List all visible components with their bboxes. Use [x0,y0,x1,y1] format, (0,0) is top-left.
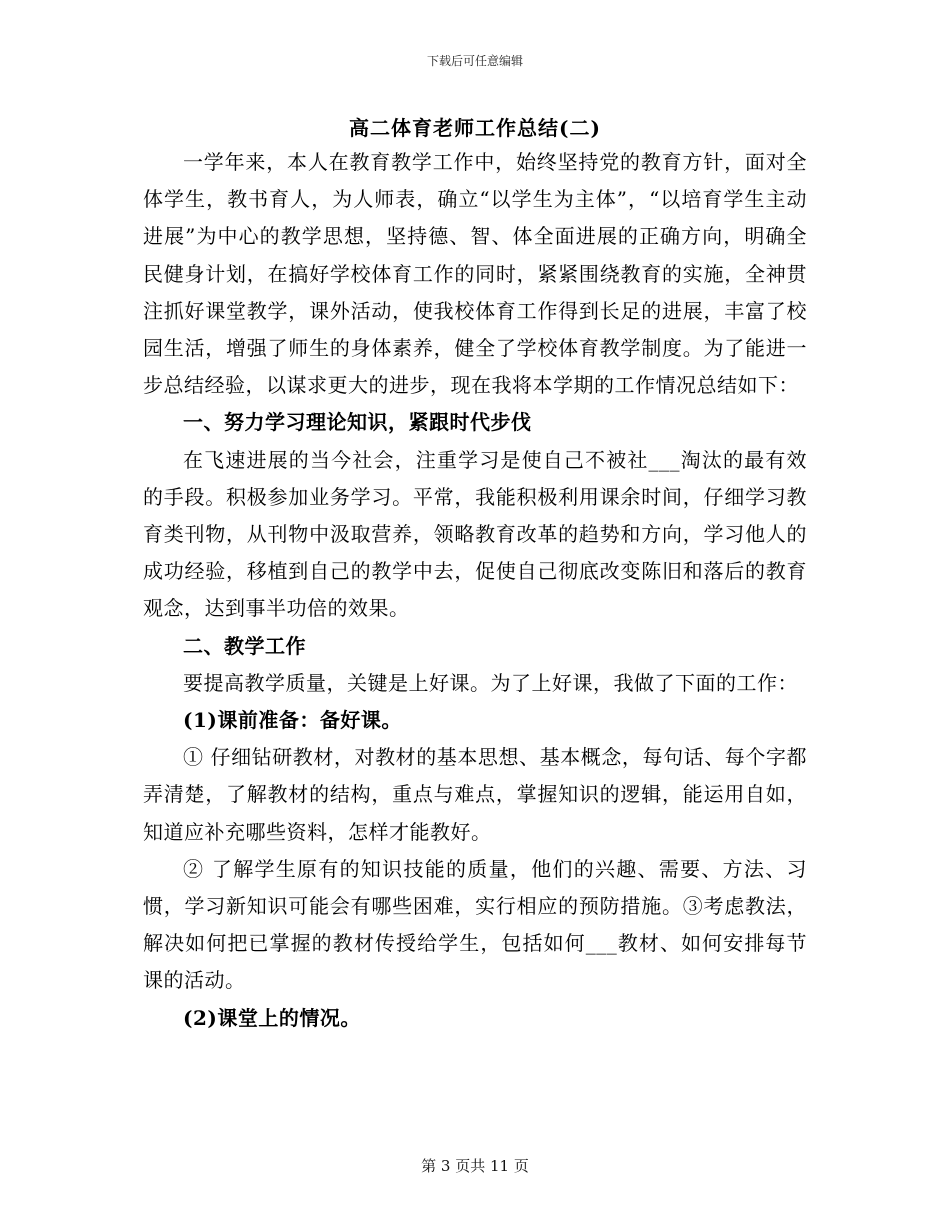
section-heading-1: 一、努力学习理论知识，紧跟时代步伐 [183,410,532,435]
page-footer: 第 3 页共 11 页 [421,1157,529,1175]
subheading-classroom: (2)课堂上的情况。 [183,1005,361,1030]
paragraph-study: 在飞速进展的当今社会，注重学习是使自己不被社___淘汰的最有效的手段。积极参加业务学习。平常，我能积极利用课余时间，仔细学习教育类刊物，从刊物中汲取营养，领略教育改革的趋势和方向，学习他人的成功经验，移植到自己的教学中去，促使自己彻底改变陈旧和落后的教育观念，达到事半功倍的效果。 [143,447,807,621]
document-body [143,144,807,1037]
section-heading-2: 二、教学工作 [183,633,306,658]
header-note: 下载后可任意编辑 [426,54,523,68]
page-title: 高二体育老师工作总结(二) [349,116,601,140]
paragraph-teaching: 要提高教学质量，关键是上好课。为了上好课，我做了下面的工作： [183,670,798,695]
paragraph-item-1: ① 仔细钻研教材，对教材的基本思想、基本概念，每句话、每个字都弄清楚，了解教材的结构，重点与难点，掌握知识的逻辑，能运用自如，知道应补充哪些资料，怎样才能教好。 [143,745,807,844]
paragraph-intro: 一学年来，本人在教育教学工作中，始终坚持党的教育方针，面对全体学生，教书育人，为人师表，确立“以学生为主体”，“以培育学生主动进展”为中心的教学思想，坚持德、智、体全面进展的正确方向，明确全民健身计划，在搞好学校体育工作的同时，紧紧围绕教育的实施，全神贯注抓好课堂教学，课外活动，使我校体育工作得到长足的进展，丰富了校园生活，增强了师生的身体素养，健全了学校体育教学制度。为了能进一步总结经验，以谋求更大的进步，现在我将本学期的工作情况总结如下： [143,150,807,398]
paragraph-item-2: ② 了解学生原有的知识技能的质量，他们的兴趣、需要、方法、习惯，学习新知识可能会有哪些困难，实行相应的预防措施。③考虑教法，解决如何把已掌握的教材传授给学生，包括如何___教材、如何安排每节课的活动。 [143,856,807,993]
subheading-preparation: (1)课前准备：备好课。 [183,708,402,733]
